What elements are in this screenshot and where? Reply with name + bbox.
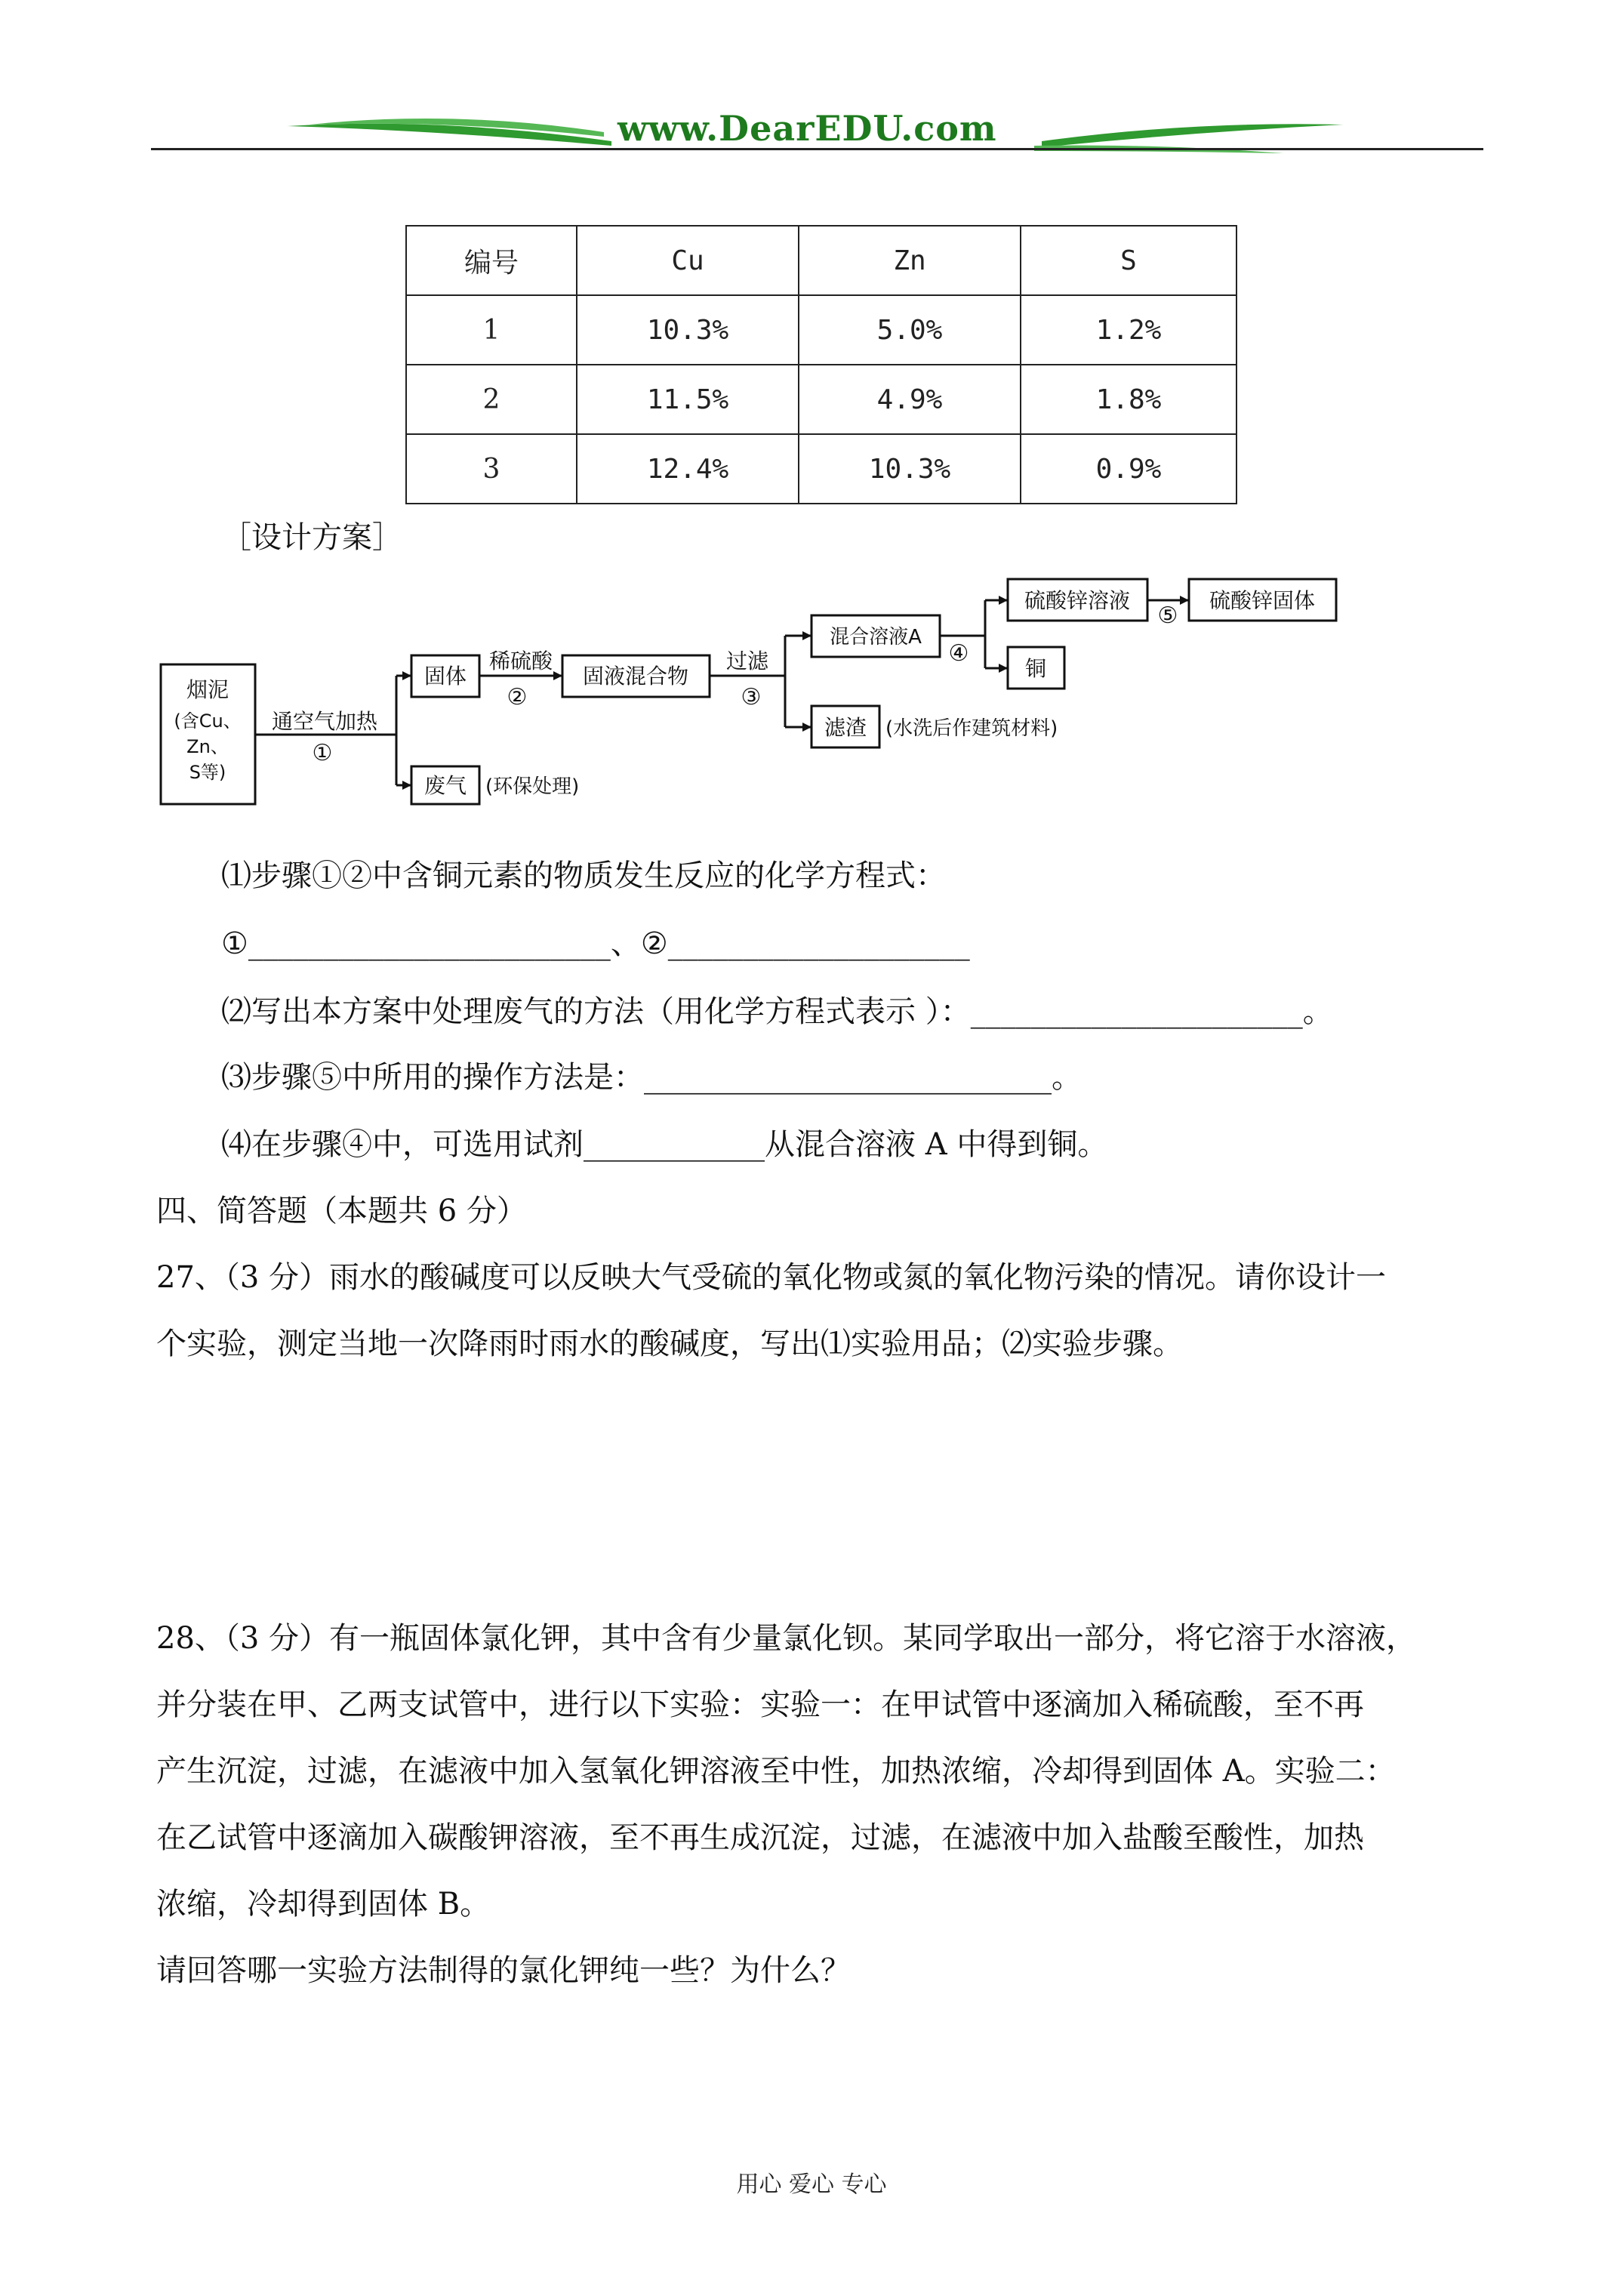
table-cell: 10.3% — [577, 295, 799, 365]
page-footer: 用心 爱心 专心 — [736, 2171, 887, 2198]
flow-step5-number: ⑤ — [1157, 603, 1178, 629]
table-cell: 4.9% — [799, 365, 1021, 434]
question-28-line: 产生沉淀，过滤，在滤液中加入氢氧化钾溶液至中性，加热浓缩，冷却得到固体 A。实验二： — [156, 1754, 1396, 1789]
flow-step2-label: 稀硫酸 — [488, 649, 553, 673]
table-row — [406, 365, 1236, 434]
table-cell: 1.8% — [1021, 365, 1236, 434]
flow-source-line: S等) — [189, 762, 226, 783]
flow-mixture-text: 固液混合物 — [582, 664, 689, 689]
flow-residue-note: (水洗后作建筑材料) — [885, 717, 1058, 740]
question-28-line: 28、（3 分）有一瓶固体氯化钾，其中含有少量氯化钡。某同学取出一部分，将它溶于水溶液， — [156, 1621, 1417, 1656]
flow-step1-label: 通空气加热 — [271, 709, 378, 734]
site-logo-text: www.DearEDU.com — [617, 108, 997, 149]
question-28-prompt: 请回答哪一实验方法制得的氯化钾纯一些？为什么？ — [156, 1953, 851, 1988]
flow-znso4-solid-text: 硫酸锌固体 — [1209, 588, 1316, 613]
flow-source-line: (含Cu、 — [174, 710, 242, 732]
table-header-cell: S — [1021, 226, 1236, 295]
table-header-cell: Cu — [577, 226, 799, 295]
question-27-line: 27、（3 分）雨水的酸碱度可以反映大气受硫的氧化物或氮的氧化物污染的情况。请你设计一 — [156, 1260, 1387, 1295]
flow-step3-label: 过滤 — [725, 649, 769, 673]
flow-solution-a-text: 混合溶液A — [830, 626, 922, 649]
flow-residue-text: 滤渣 — [824, 715, 867, 740]
flow-step2-number: ② — [507, 684, 528, 710]
question-28-line: 在乙试管中逐滴加入碳酸钾溶液，至不再生成沉淀，过滤，在滤液中加入盐酸至酸性，加热 — [156, 1820, 1364, 1855]
question-4: ⑷在步骤④中，可选用试剂____________从混合溶液 A 中得到铜。 — [221, 1127, 1108, 1162]
flow-step3-number: ③ — [741, 684, 762, 710]
table-cell: 10.3% — [799, 434, 1021, 504]
section-heading: 四、简答题（本题共 6 分） — [156, 1194, 527, 1228]
table-row — [406, 434, 1236, 504]
question-28-line: 浓缩，冷却得到固体 B。 — [156, 1887, 491, 1922]
table-cell: 1 — [406, 295, 577, 365]
question-2: ⑵写出本方案中处理废气的方法（用化学方程式表示 ）：______________________。 — [221, 994, 1333, 1029]
question-27-line: 个实验，测定当地一次降雨时雨水的酸碱度，写出⑴实验用品；⑵实验步骤。 — [156, 1327, 1183, 1361]
composition-table — [405, 225, 1237, 504]
flow-source-line: Zn、 — [186, 736, 229, 757]
flow-waste-text: 废气 — [423, 773, 467, 798]
process-flow-diagram — [155, 562, 1393, 812]
flow-waste-note: (环保处理) — [485, 775, 580, 798]
table-cell: 5.0% — [799, 295, 1021, 365]
table-cell: 1.2% — [1021, 295, 1236, 365]
table-cell: 3 — [406, 434, 577, 504]
table-cell: 0.9% — [1021, 434, 1236, 504]
table-header-row — [406, 226, 1236, 295]
question-3: ⑶步骤⑤中所用的操作方法是：___________________________。 — [221, 1060, 1082, 1095]
flow-copper-text: 铜 — [1024, 656, 1047, 681]
header-rule — [151, 148, 1483, 150]
design-plan-label: ［设计方案］ — [221, 520, 402, 555]
question-28-line: 并分装在甲、乙两支试管中，进行以下实验：实验一：在甲试管中逐滴加入稀硫酸，至不再 — [156, 1687, 1364, 1722]
table-cell: 12.4% — [577, 434, 799, 504]
question-1-blanks: ①________________________、②____________________ — [221, 926, 970, 961]
flow-znso4-solution-text: 硫酸锌溶液 — [1024, 588, 1131, 613]
table-row — [406, 295, 1236, 365]
table-cell: 2 — [406, 365, 577, 434]
flow-step1-number: ① — [312, 740, 333, 766]
flow-step4-number: ④ — [948, 640, 969, 667]
table-cell: 11.5% — [577, 365, 799, 434]
question-1: ⑴步骤①②中含铜元素的物质发生反应的化学方程式： — [221, 858, 946, 893]
flow-solid-text: 固体 — [423, 664, 467, 689]
table-header-cell: 编号 — [406, 226, 577, 295]
flow-source-line: 烟泥 — [186, 677, 229, 702]
table-header-cell: Zn — [799, 226, 1021, 295]
